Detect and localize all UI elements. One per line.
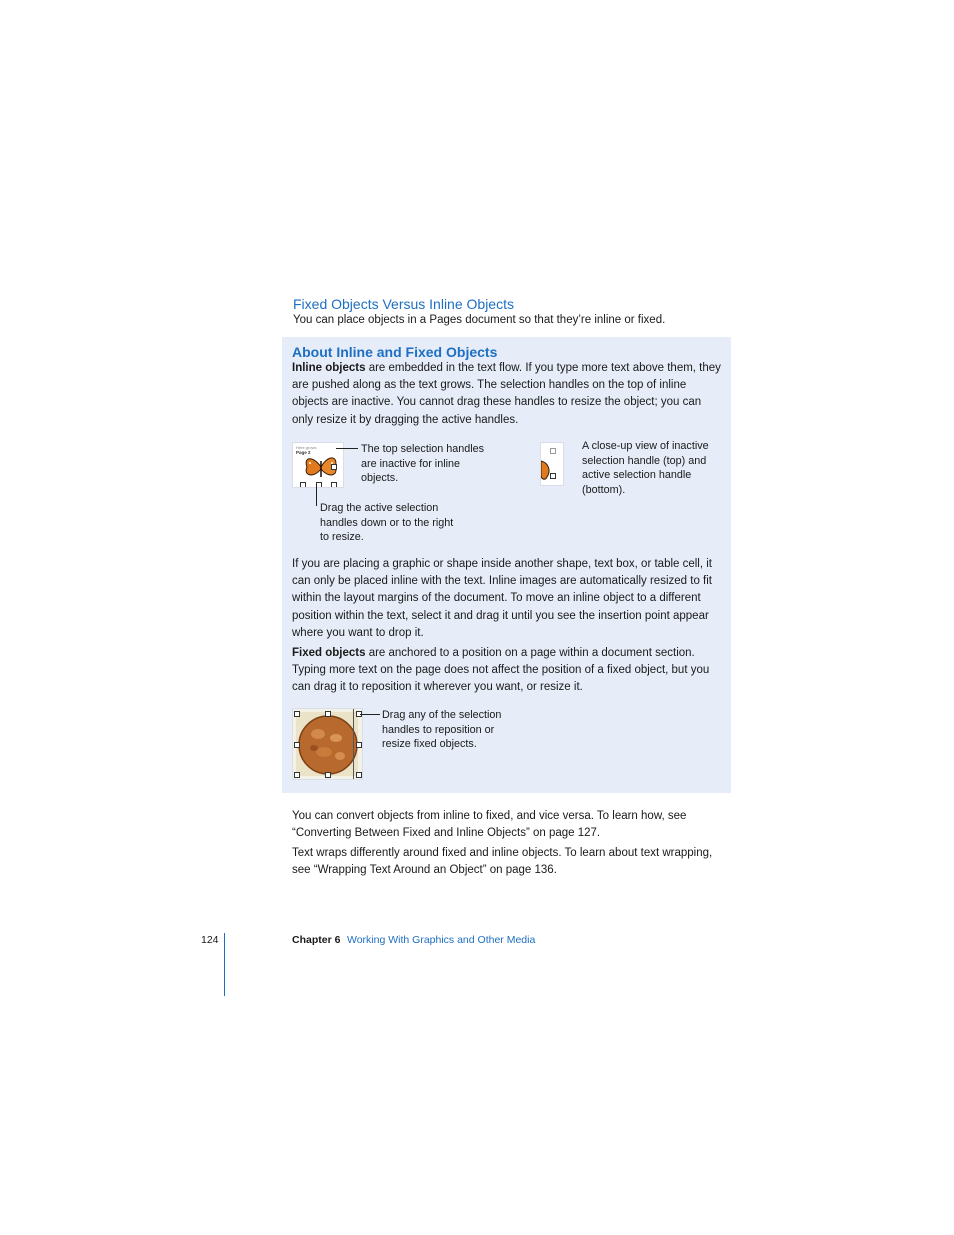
wrap-paragraph: Text wraps differently around fixed and inline objects. To learn about text wrapping, see “Wrapping Text Around an Object” on page 136.: [292, 847, 713, 877]
callout-fixed-handles: Drag any of the selection handles to reposition or resize fixed objects.: [382, 709, 502, 751]
active-handle-right: [331, 464, 337, 470]
panel-heading: About Inline and Fixed Objects: [292, 344, 498, 360]
closeup-caption: A close-up view of inactive selection handle (top) and active selection handle (bottom).: [582, 440, 709, 496]
section-intro: You can place objects in a Pages document so that they’re inline or fixed.: [293, 314, 666, 326]
callout-line-bottom: [316, 484, 317, 506]
footer-chapter-title: Working With Graphics and Other Media: [347, 934, 536, 946]
closeup-thumbnail: [540, 442, 564, 486]
fixed-handle-bottom-left: [294, 772, 300, 778]
thumb-text-line-1: Here grows: [296, 445, 317, 450]
page-number: 124: [201, 934, 219, 946]
inline-objects-term: Inline objects: [292, 362, 366, 374]
fixed-handle-bottom-right: [356, 772, 362, 778]
convert-paragraph: You can convert objects from inline to fixed, and vice versa. To learn how, see “Converting Between Fixed and Inline Objects” on page 127.: [292, 810, 687, 840]
inline-objects-paragraph: [292, 360, 722, 429]
cookie-image: [296, 712, 358, 776]
callout-active-handles: Drag the active selection handles down or to the right to resize.: [320, 502, 454, 544]
graphic-inline-paragraph: If you are placing a graphic or shape inside another shape, text box, or table cell, it can only be placed inline with the text. Inline images are automatically resized to fit within the layout margins of the document. To move an inline object to a different position within the text, select it and drag it until you see the insertion point appear where you want to drop it.: [292, 558, 713, 639]
callout-line-top: [336, 448, 358, 449]
callout-top-handles: The top selection handles are inactive for inline objects.: [361, 443, 485, 485]
fixed-objects-paragraph: [292, 645, 722, 697]
thumb-text-line-2: Page 2: [296, 450, 311, 455]
closeup-inactive-handle: [550, 448, 556, 454]
inline-objects-description: are embedded in the text flow. If you type more text above them, they are pushed along as the text grows. The selection handles on the top of inline objects are inactive. You cannot drag these handles to resize the object; you can only resize it by dragging the active handles.: [292, 362, 721, 426]
footer-rule: [224, 933, 225, 996]
fixed-handle-bottom: [325, 772, 331, 778]
callout-line-fixed: [360, 714, 380, 715]
footer-chapter: Chapter 6: [292, 934, 341, 946]
fixed-objects-description: are anchored to a position on a page within a document section. Typing more text on the page does not affect the position of a fixed object, but you can drag it to reposition it wherever you want, or resize it.: [292, 647, 710, 694]
inactive-handle-bottom-left: [300, 482, 306, 488]
section-heading: Fixed Objects Versus Inline Objects: [293, 296, 514, 312]
active-handle-bottom-right: [331, 482, 337, 488]
fixed-object-frame-right: [353, 709, 354, 779]
fixed-handle-top-left: [294, 711, 300, 717]
fixed-handle-top: [325, 711, 331, 717]
fixed-object-thumbnail: [292, 708, 363, 780]
fixed-objects-term: Fixed objects: [292, 647, 366, 659]
fixed-handle-left: [294, 742, 300, 748]
closeup-active-handle: [550, 473, 556, 479]
fixed-handle-right: [356, 742, 362, 748]
